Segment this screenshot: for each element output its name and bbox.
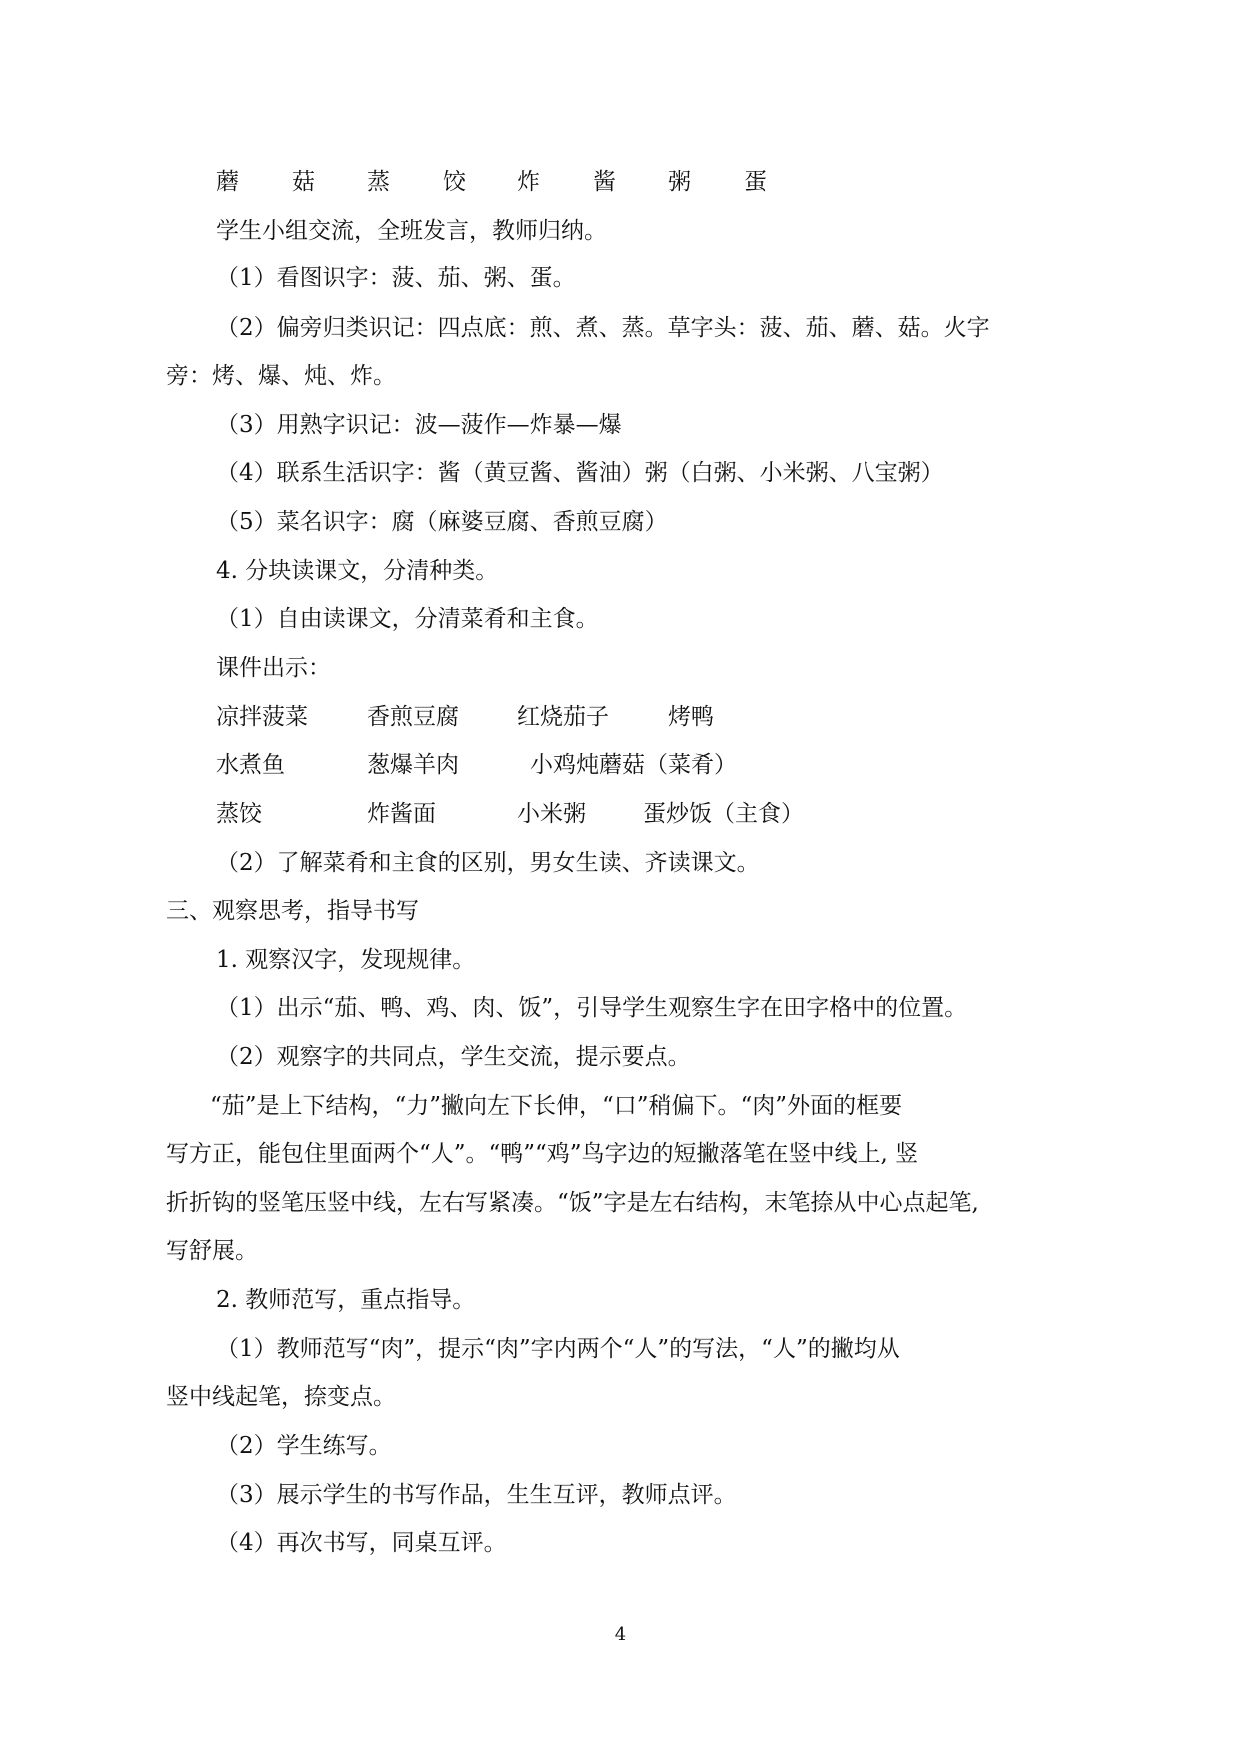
paragraph-line: （2）偏旁归类识记：四点底：煎、煮、蒸。草字头：菠、茄、蘑、菇。火字: [216, 315, 990, 341]
menu-item: 烤鸭: [668, 704, 714, 730]
paragraph-line: （1）自由读课文，分清菜肴和主食。: [216, 606, 599, 632]
paragraph-line: 折折钩的竖笔压竖中线，左右写紧凑。“饭”字是左右结构，末笔捺从中心点起笔,: [166, 1190, 979, 1216]
paragraph-line: 竖中线起笔，捺变点。: [166, 1384, 396, 1410]
menu-item: 红烧茄子: [517, 704, 609, 730]
char-item: 菇: [292, 169, 315, 195]
menu-row: [0, 702, 1241, 732]
menu-item: 香煎豆腐: [367, 704, 459, 730]
paragraph-line: （4）再次书写，同桌互评。: [216, 1530, 507, 1556]
paragraph-line: 学生小组交流，全班发言，教师归纳。: [216, 218, 607, 244]
char-item: 炸: [517, 169, 540, 195]
page-number: 4: [614, 1624, 627, 1645]
char-item: 饺: [443, 169, 466, 195]
char-item: 蒸: [367, 169, 390, 195]
character-row: [0, 167, 1241, 197]
menu-item: 蒸饺: [216, 801, 262, 827]
paragraph-line: （4）联系生活识字：酱（黄豆酱、酱油）粥（白粥、小米粥、八宝粥）: [216, 460, 944, 486]
paragraph-line: 4. 分块读课文，分清种类。: [216, 558, 499, 584]
paragraph-line: （1）看图识字：菠、茄、粥、蛋。: [216, 265, 576, 291]
paragraph-line: （1）出示“茄、鸭、鸡、肉、饭”，引导学生观察生字在田字格中的位置。: [216, 995, 968, 1021]
section-heading: 三、观察思考，指导书写: [166, 898, 419, 924]
menu-row: [0, 799, 1241, 829]
paragraph-line: （2）学生练写。: [216, 1433, 392, 1459]
paragraph-line: （2）观察字的共同点，学生交流，提示要点。: [216, 1044, 691, 1070]
paragraph-line: 课件出示：: [216, 655, 331, 681]
paragraph-line: （1）教师范写“肉”，提示“肉”字内两个“人”的写法，“人”的撇均从: [216, 1336, 900, 1362]
menu-item: 葱爆羊肉: [367, 752, 459, 778]
menu-item: 凉拌菠菜: [216, 704, 308, 730]
paragraph-line: “茄”是上下结构，“力”撇向左下长伸，“口”稍偏下。“肉”外面的框要: [210, 1093, 903, 1119]
paragraph-line: 1. 观察汉字，发现规律。: [216, 947, 476, 973]
menu-item: 炸酱面: [367, 801, 436, 827]
paragraph-line: （3）用熟字识记：波—菠作—炸暴—爆: [216, 412, 622, 438]
paragraph-line: 写舒展。: [166, 1238, 258, 1264]
paragraph-line: 2. 教师范写，重点指导。: [216, 1287, 476, 1313]
menu-item: 水煮鱼: [216, 752, 285, 778]
char-item: 粥: [668, 169, 691, 195]
paragraph-line: 写方正，能包住里面两个“人”。“鸭”“鸡”鸟字边的短撇落笔在竖中线上, 竖: [166, 1141, 919, 1167]
menu-row: [0, 750, 1241, 780]
char-item: 酱: [593, 169, 616, 195]
paragraph-line: （3）展示学生的书写作品，生生互评，教师点评。: [216, 1482, 737, 1508]
menu-item: 蛋炒饭（主食）: [643, 801, 804, 827]
paragraph-line: （2）了解菜肴和主食的区别，男女生读、齐读课文。: [216, 850, 760, 876]
menu-item: 小米粥: [517, 801, 586, 827]
paragraph-line: 旁：烤、爆、炖、炸。: [166, 363, 396, 389]
char-item: 蛋: [744, 169, 767, 195]
paragraph-line: （5）菜名识字：腐（麻婆豆腐、香煎豆腐）: [216, 509, 668, 535]
char-item: 蘑: [216, 169, 239, 195]
menu-item: 小鸡炖蘑菇（菜肴）: [530, 752, 737, 778]
